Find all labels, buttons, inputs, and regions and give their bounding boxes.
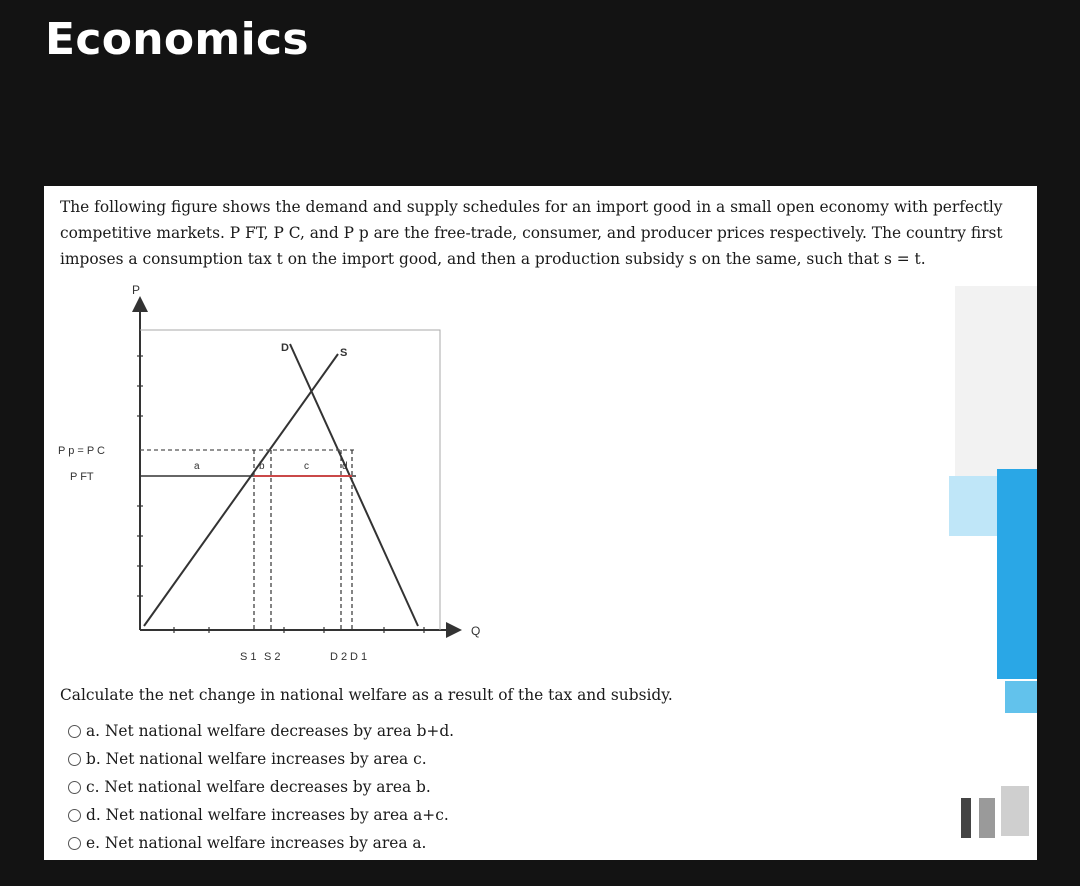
answer-options [68, 717, 454, 857]
area-c-label: c [304, 461, 309, 472]
question-card [44, 186, 1037, 860]
option-e[interactable] [68, 829, 454, 857]
radio-button[interactable] [68, 837, 81, 850]
price-high-label: P p = P C [58, 445, 105, 457]
option-b[interactable] [68, 745, 454, 773]
app-title: Economics [45, 14, 309, 65]
radio-button[interactable] [68, 809, 81, 822]
quantity-d2-label: D 2 [330, 651, 348, 663]
question-text-line: The following figure shows the demand and supply schedules for an import good in a small open economy with perfectly [60, 198, 1003, 216]
area-a-label: a [194, 461, 200, 472]
option-label: e. Net national welfare increases by area a. [86, 834, 427, 852]
x-axis-label: Q [471, 624, 481, 638]
question-text [60, 194, 1030, 272]
y-axis-label: P [132, 283, 141, 297]
area-b-label: b [259, 461, 265, 472]
radio-button[interactable] [68, 753, 81, 766]
option-a[interactable] [68, 717, 454, 745]
quantity-s1-label: S 1 [240, 651, 257, 663]
question-text-line: competitive markets. P FT, P C, and P p are the free-trade, consumer, and producer prices respectively. The country first [60, 224, 1003, 242]
plot-frame [140, 330, 440, 630]
option-label: c. Net national welfare decreases by area b. [86, 778, 431, 796]
question-prompt: Calculate the net change in national welfare as a result of the tax and subsidy. [60, 686, 673, 704]
supply-demand-figure [44, 276, 564, 686]
price-low-label: P FT [70, 471, 94, 483]
supply-label: S [340, 347, 348, 359]
demand-curve [290, 344, 418, 626]
quantity-s2-label: S 2 [264, 651, 281, 663]
option-label: a. Net national welfare decreases by area b+d. [86, 722, 455, 740]
radio-button[interactable] [68, 725, 81, 738]
option-label: d. Net national welfare increases by area a+c. [86, 806, 449, 824]
option-d[interactable] [68, 801, 454, 829]
quantity-d1-label: D 1 [350, 651, 368, 663]
radio-button[interactable] [68, 781, 81, 794]
option-c[interactable] [68, 773, 454, 801]
blurred-overlay [949, 286, 1037, 860]
area-d-label: d [342, 461, 348, 472]
quantity-drop-lines [254, 450, 352, 630]
question-text-line: imposes a consumption tax t on the import good, and then a production subsidy s on the same, such that s = t. [60, 250, 926, 268]
supply-curve [144, 354, 338, 626]
demand-label: D [281, 342, 289, 354]
option-label: b. Net national welfare increases by area c. [86, 750, 427, 768]
